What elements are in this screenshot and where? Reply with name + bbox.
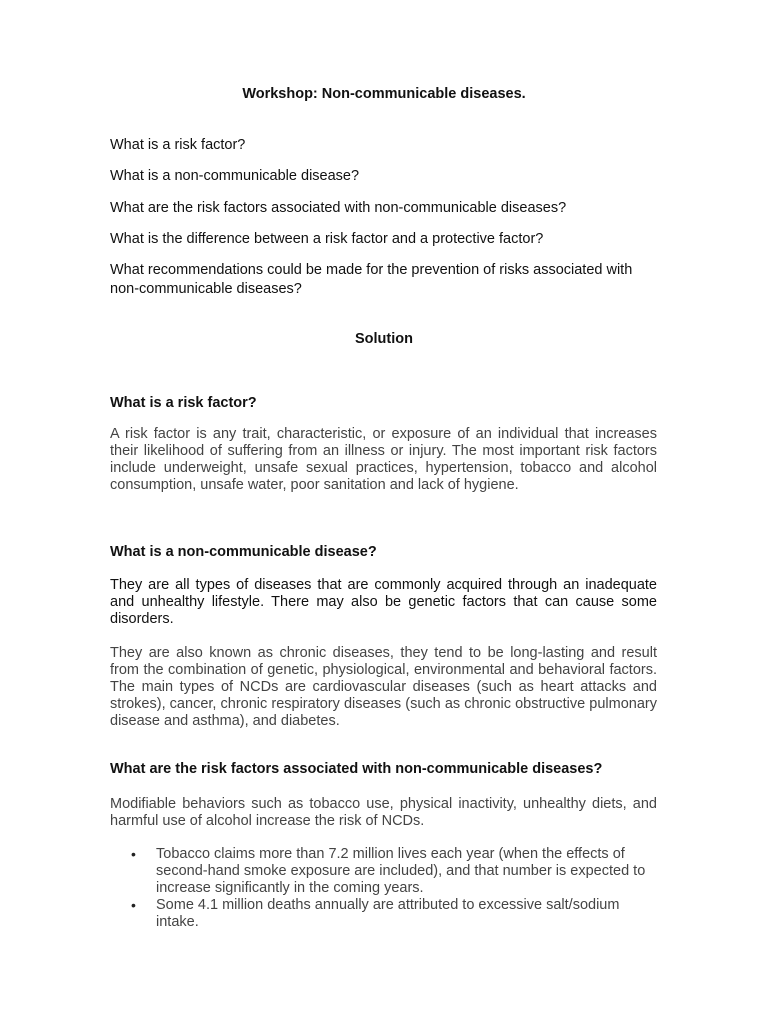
bullet-icon: • (131, 897, 136, 913)
ncd-paragraph-2: They are also known as chronic diseases, they tend to be long-lasting and result from the combination of genetic, physiological, environmental and behavioral factors. The main types of NCDs are cardiovascular diseases (such as heart attacks and strokes), cancer, chronic respiratory diseases (such as chronic obstructive pulmonary disease and asthma), and diabetes. (110, 645, 657, 729)
risk-factor-paragraph: A risk factor is any trait, characteristic, or exposure of an individual that increases their likelihood of suffering from an illness or injury. The most important risk factors include underweight, unsafe sexual practices, hypertension, tobacco and alcohol consumption, unsafe water, poor sanitation and lack of hygiene. (110, 426, 657, 493)
bullet-icon: • (131, 846, 136, 862)
question-5: What recommendations could be made for the prevention of risks associated with non-communicable diseases? (110, 262, 633, 297)
question-1: What is a risk factor? (110, 137, 246, 153)
list-item (110, 897, 657, 931)
section-heading-ncd-risk-factors: What are the risk factors associated with non-communicable diseases? (110, 761, 603, 777)
ncd-paragraph-1: They are all types of diseases that are commonly acquired through an inadequate and unhealthy lifestyle. There may also be genetic factors that can cause some disorders. (110, 577, 657, 627)
section-heading-ncd: What is a non-communicable disease? (110, 544, 377, 560)
solution-heading: Solution (355, 331, 413, 347)
ncd-risk-paragraph: Modifiable behaviors such as tobacco use, physical inactivity, unhealthy diets, and harmful use of alcohol increase the risk of NCDs. (110, 796, 657, 829)
question-4: What is the difference between a risk factor and a protective factor? (110, 231, 544, 247)
question-2: What is a non-communicable disease? (110, 168, 360, 184)
bullet-text: Tobacco claims more than 7.2 million lives each year (when the effects of second-hand smoke exposure are included), and that number is expected to increase significantly in the coming years. (156, 846, 646, 896)
document-title: Workshop: Non-communicable diseases. (242, 86, 526, 102)
bullet-list (110, 846, 657, 931)
list-item (110, 846, 657, 897)
question-3: What are the risk factors associated with non-communicable diseases? (110, 200, 567, 216)
bullet-text: Some 4.1 million deaths annually are attributed to excessive salt/sodium intake. (156, 897, 620, 930)
section-heading-risk-factor: What is a risk factor? (110, 395, 257, 411)
